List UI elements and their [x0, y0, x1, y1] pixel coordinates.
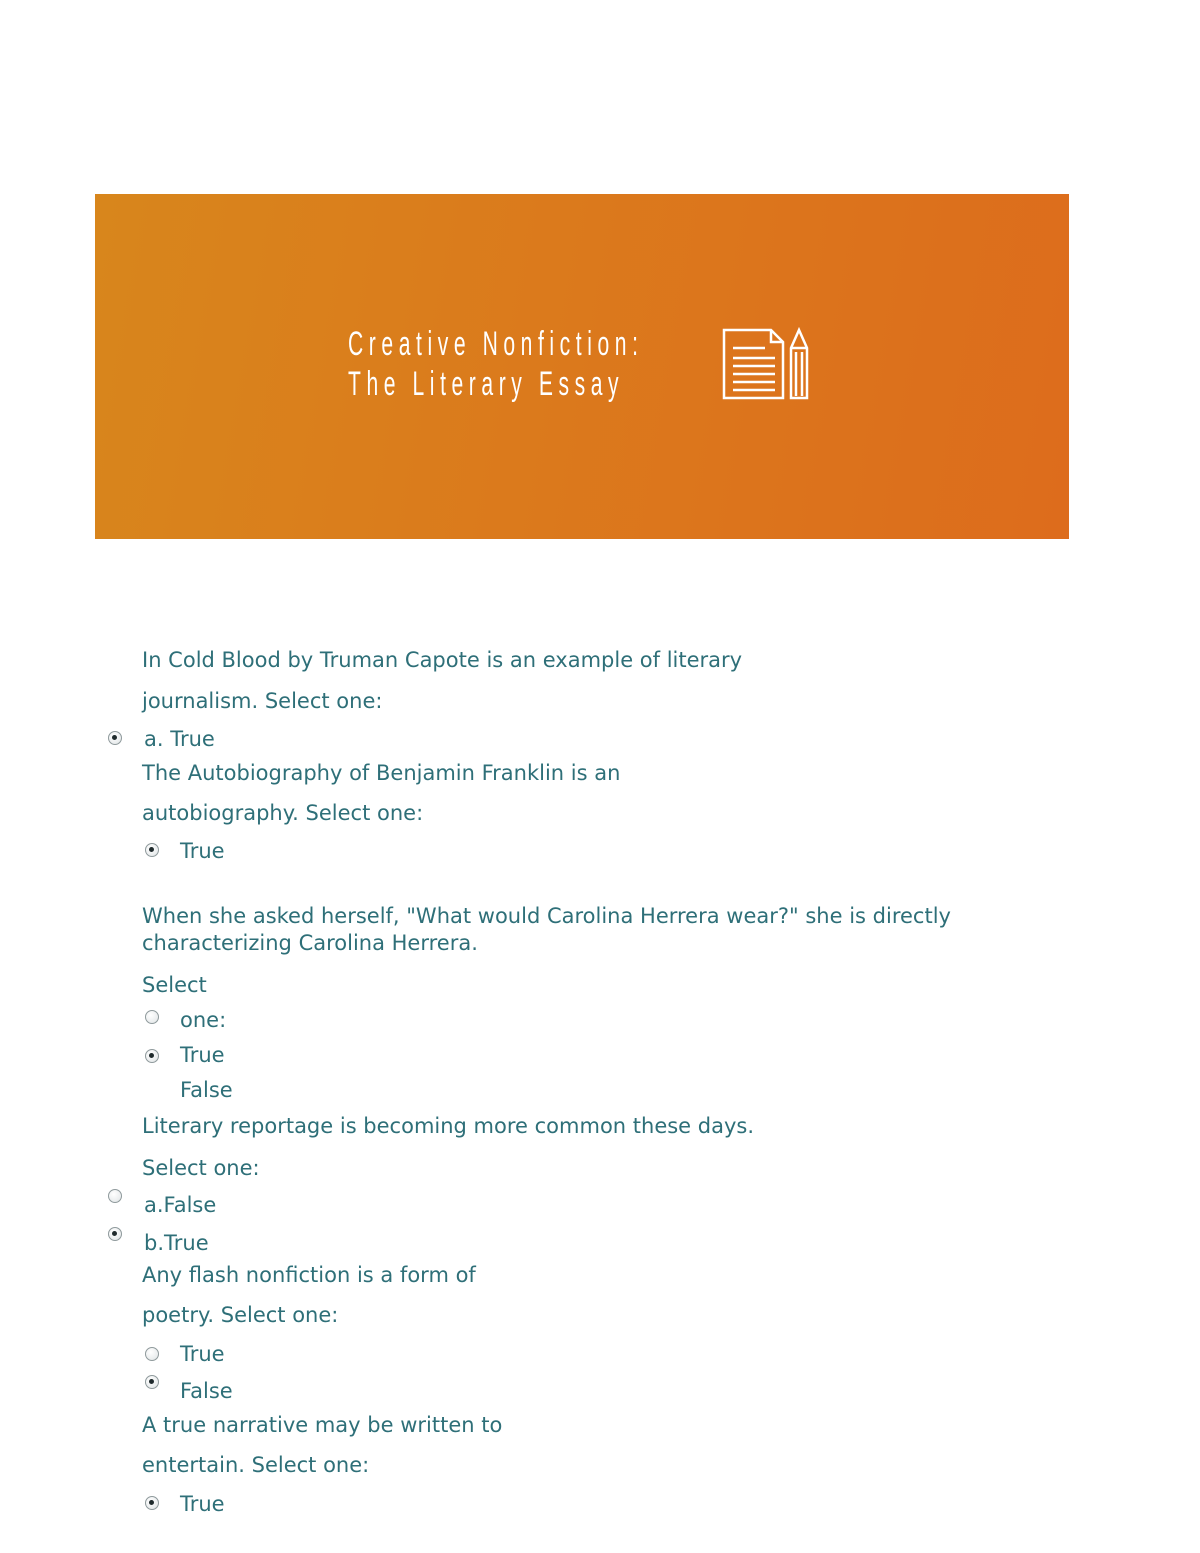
radio-q2-true[interactable]	[145, 843, 159, 857]
option-label-q3-false: False	[180, 1078, 233, 1102]
banner-title-line-2: The Literary Essay	[348, 365, 625, 403]
radio-q4-false[interactable]	[108, 1189, 122, 1203]
option-label-q1-true: a. True	[144, 727, 215, 751]
banner-icons	[721, 326, 817, 402]
banner-title	[348, 324, 644, 404]
question-5-line-2: poetry. Select one:	[142, 1303, 339, 1327]
question-2-line-1: The Autobiography of Benjamin Franklin is an	[142, 761, 621, 785]
radio-q4-true[interactable]	[108, 1227, 122, 1241]
radio-q6-true[interactable]	[145, 1496, 159, 1510]
document-icon	[724, 330, 783, 398]
question-3-line-2: characterizing Carolina Herrera.	[142, 931, 478, 955]
option-label-q3-true: True	[180, 1043, 225, 1067]
question-1-line-1: In Cold Blood by Truman Capote is an example of literary	[142, 648, 743, 672]
option-label-q4-true: b.True	[144, 1231, 209, 1255]
radio-q3-one[interactable]	[145, 1010, 159, 1024]
pencil-icon	[791, 330, 807, 398]
option-label-q5-true: True	[180, 1342, 225, 1366]
radio-q5-true[interactable]	[145, 1347, 159, 1361]
question-3-line-1: When she asked herself, "What would Carolina Herrera wear?" she is directly	[142, 904, 951, 928]
option-label-q3-one: one:	[180, 1008, 227, 1032]
question-6-line-2: entertain. Select one:	[142, 1453, 370, 1477]
radio-q3-true[interactable]	[145, 1049, 159, 1063]
option-label-q6-true: True	[180, 1492, 225, 1516]
question-6-line-1: A true narrative may be written to	[142, 1413, 503, 1437]
question-2-line-2: autobiography. Select one:	[142, 801, 424, 825]
question-3-line-3: Select	[142, 973, 207, 997]
radio-q5-false[interactable]	[145, 1375, 159, 1389]
option-label-q4-false: a.False	[144, 1193, 217, 1217]
question-4-line-2: Select one:	[142, 1156, 260, 1180]
option-label-q2-true: True	[180, 839, 225, 863]
option-label-q5-false: False	[180, 1379, 233, 1403]
banner-title-line-1: Creative Nonfiction:	[348, 325, 644, 363]
question-5-line-1: Any flash nonfiction is a form of	[142, 1263, 476, 1287]
header-banner	[95, 194, 1069, 539]
radio-q1-true[interactable]	[108, 731, 122, 745]
question-4-line-1: Literary reportage is becoming more common these days.	[142, 1114, 755, 1138]
question-1-line-2: journalism. Select one:	[142, 689, 383, 713]
